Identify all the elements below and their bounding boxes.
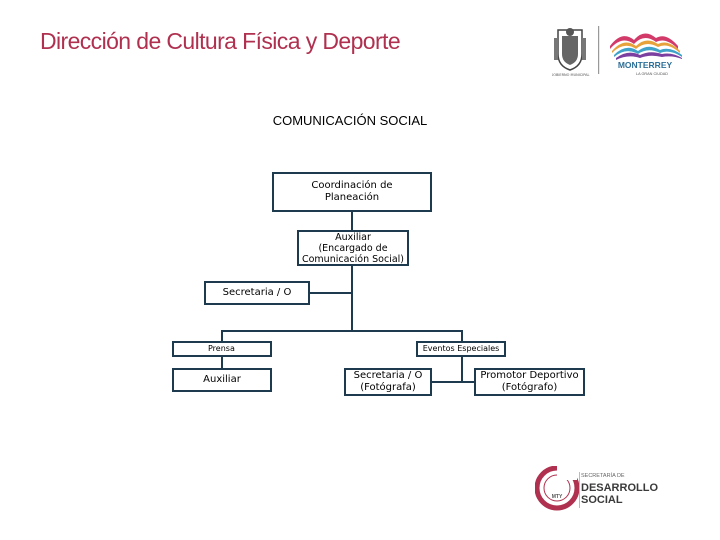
connector-line [461,356,463,382]
node-secretaria-fotografa [344,368,432,396]
node-auxiliar-comunicacion [297,230,409,266]
node-label-line: Secretaria / O [353,370,423,381]
node-label-line: (Encargado de [318,242,388,254]
node-auxiliar-prensa [172,368,272,392]
node-label: Eventos Especiales [422,344,500,353]
node-label-line: (Fotógrafa) [360,382,416,393]
node-label-line: Planeación [324,192,380,203]
monterrey-logo-graphic [552,24,692,78]
node-label: Secretaria / O [222,287,292,298]
node-label-line: Coordinación de [311,180,393,191]
node-label-line: Comunicación Social) [301,253,404,265]
node-promotor-deportivo [474,368,585,396]
logo-line3-text: SOCIAL [581,494,623,506]
connector-line [431,381,475,383]
logo-line1-text: SECRETARÍA DE [581,473,625,479]
logo-tagline-text: LA GRAN CIUDAD [635,72,669,76]
mty-badge-icon [537,466,577,508]
coat-of-arms-icon [554,28,586,70]
node-label-line: (Fotógrafo) [501,382,558,393]
connector-line [351,211,353,231]
node-label: Prensa [208,344,235,353]
connector-line [221,330,463,332]
node-label-line: Auxiliar [335,231,371,243]
connector-line [351,265,353,331]
logo-city-text: MONTERREY [617,60,673,70]
node-label: Auxiliar [203,374,241,385]
page-title: Dirección de Cultura Física y Deporte [40,28,401,54]
mountain-icon [610,33,682,60]
monterrey-logo [552,24,692,83]
desarrollo-social-logo [535,466,697,521]
logo-seal-text: GOBIERNO MUNICIPAL [552,73,590,77]
node-secretaria-top [204,281,310,305]
node-coordinacion-planeacion [272,172,432,212]
org-chart-title: COMUNICACIÓN SOCIAL [272,113,428,128]
node-eventos-especiales [416,341,506,357]
node-label-line: Promotor Deportivo [480,370,579,381]
logo-line2-text: DESARROLLO [581,482,658,494]
logo-badge-text: MTY [551,494,563,500]
connector-line [309,292,351,294]
desarrollo-social-logo-graphic [535,466,697,516]
node-prensa [172,341,272,357]
